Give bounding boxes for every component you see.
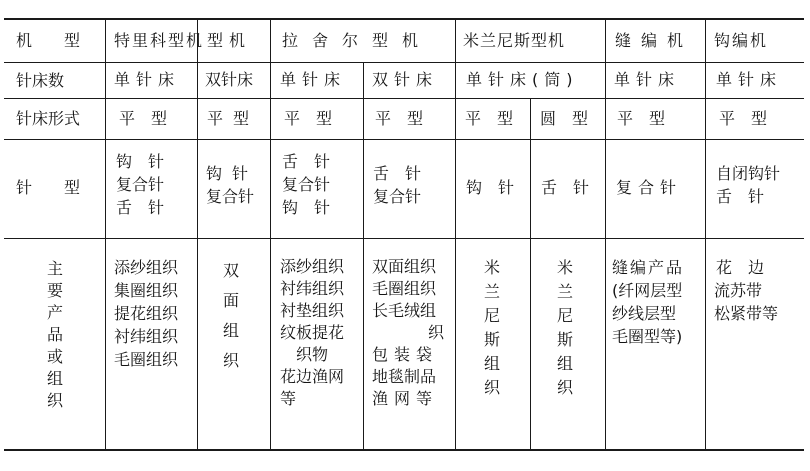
machine-stitchbond: 缝编机 [615,31,694,50]
column-divider [530,98,531,451]
bed-count-double: 双针床 [205,70,254,89]
product-item: 流苏带 [714,281,763,300]
row-divider [4,238,804,239]
needle-tricot [116,150,164,219]
products-stitchbond [612,256,684,348]
machine-tricot-suffix: 型机 [207,31,252,50]
needle-item: 复合针 [282,175,331,194]
bed-form-double: 平型 [207,109,260,128]
column-divider [605,18,606,451]
bed-form-raschel-double: 平 型 [375,109,424,128]
machine-tricot: 特里科型机 [114,31,205,50]
needle-raschel-double [373,162,421,208]
product-item: 织 [428,323,445,342]
row-divider [4,98,804,99]
products-double [222,256,244,376]
product-item: 双面组织 [372,257,437,276]
product-item: 双面组织 [222,261,239,370]
products-raschel-single [280,256,344,410]
product-item: 集圈组织 [114,281,179,300]
column-divider [705,18,706,451]
needle-item: 舌 针 [373,164,422,183]
product-item: 毛圈组织 [372,279,437,298]
needle-raschel-single [282,150,330,219]
product-item: 松紧带等 [714,304,779,323]
column-divider [363,62,364,451]
product-item: 花边渔网 [280,367,345,386]
row-header-machine-type: 机 型 [16,31,81,50]
machine-milanese: 米兰尼斯型机 [463,31,566,50]
bed-count-stitchbond: 单针床 [614,70,681,89]
product-item: 纹板提花 [280,323,345,342]
bed-count-tricot: 单针床 [114,70,181,89]
product-item: 衬纬组织 [114,327,179,346]
products-tricot [114,256,178,371]
product-item: 毛圈型等) [612,327,683,346]
product-item: 渔网等 [372,389,439,408]
needle-item: 钩 针 [282,198,331,217]
product-item: 添纱组织 [114,258,179,277]
needle-item: 复合针 [373,187,422,206]
row-header-products [46,258,68,412]
needle-milanese-round: 舌 针 [541,178,590,197]
needle-item: 舌 针 [716,187,765,206]
needle-item: 钩 针 [116,152,165,171]
needle-milanese-flat: 钩 针 [466,178,515,197]
row-header-bed-count: 针床数 [16,71,65,90]
product-item: 花 边 [716,258,765,277]
column-divider [455,18,456,451]
bed-count-milanese: 单针床(筒) [466,70,579,89]
product-item: 衬垫组织 [280,301,345,320]
products-milanese-flat [483,256,505,400]
row-header-needle-type: 针 型 [16,178,81,197]
needle-stitchbond: 复合针 [616,178,683,197]
product-item: 纱线层型 [612,304,677,323]
product-item: 地毯制品 [372,367,437,386]
needle-item: 复合针 [206,187,255,206]
row-divider [4,139,804,140]
bed-form-milanese-flat: 平 型 [465,109,514,128]
row-header-bed-form: 针床形式 [16,109,81,128]
needle-crochet [716,162,780,208]
bed-form-tricot: 平 型 [119,109,168,128]
products-raschel-double [372,256,444,410]
needle-item: 复合针 [116,175,165,194]
needle-item: 舌 针 [116,198,165,217]
product-item: 提花组织 [114,304,179,323]
machine-raschel: 拉舍尔型机 [282,31,433,50]
row-divider [4,62,804,63]
product-item: 米兰尼斯组织 [556,258,573,397]
bed-count-crochet: 单针床 [716,70,783,89]
product-item: 缝编产品 [612,258,685,277]
product-item: 毛圈组织 [114,350,179,369]
needle-item: 舌 针 [282,152,331,171]
product-item: 添纱组织 [280,257,345,276]
needle-double [206,162,258,208]
product-item: 等 [280,389,297,408]
machine-crochet: 钩编机 [714,31,769,50]
bed-count-raschel-single: 单针床 [280,70,347,89]
column-divider [270,18,271,451]
products-milanese-round [556,256,578,400]
needle-item: 钩针 [206,164,259,183]
bed-form-milanese-round: 圆 型 [540,109,589,128]
column-divider [197,18,198,451]
column-divider [105,18,106,451]
product-item: 长毛绒组 [372,301,437,320]
product-item: 衬纬组织 [280,279,345,298]
products-crochet [714,256,778,325]
needle-item: 自闭钩针 [716,164,781,183]
row-header-products-text: 主要产品或组织 [46,259,63,410]
product-item: 米兰尼斯组织 [483,258,500,397]
bed-count-raschel-double: 双针床 [372,70,439,89]
bed-form-raschel-single: 平 型 [284,109,333,128]
bed-form-crochet: 平 型 [719,109,768,128]
product-item: 包装袋 [372,345,439,364]
table-top-rule [4,18,804,20]
table-bottom-rule [4,449,804,451]
product-item: 织物 [296,345,329,364]
product-item: (纤网层型 [612,281,683,300]
bed-form-stitchbond: 平 型 [617,109,666,128]
